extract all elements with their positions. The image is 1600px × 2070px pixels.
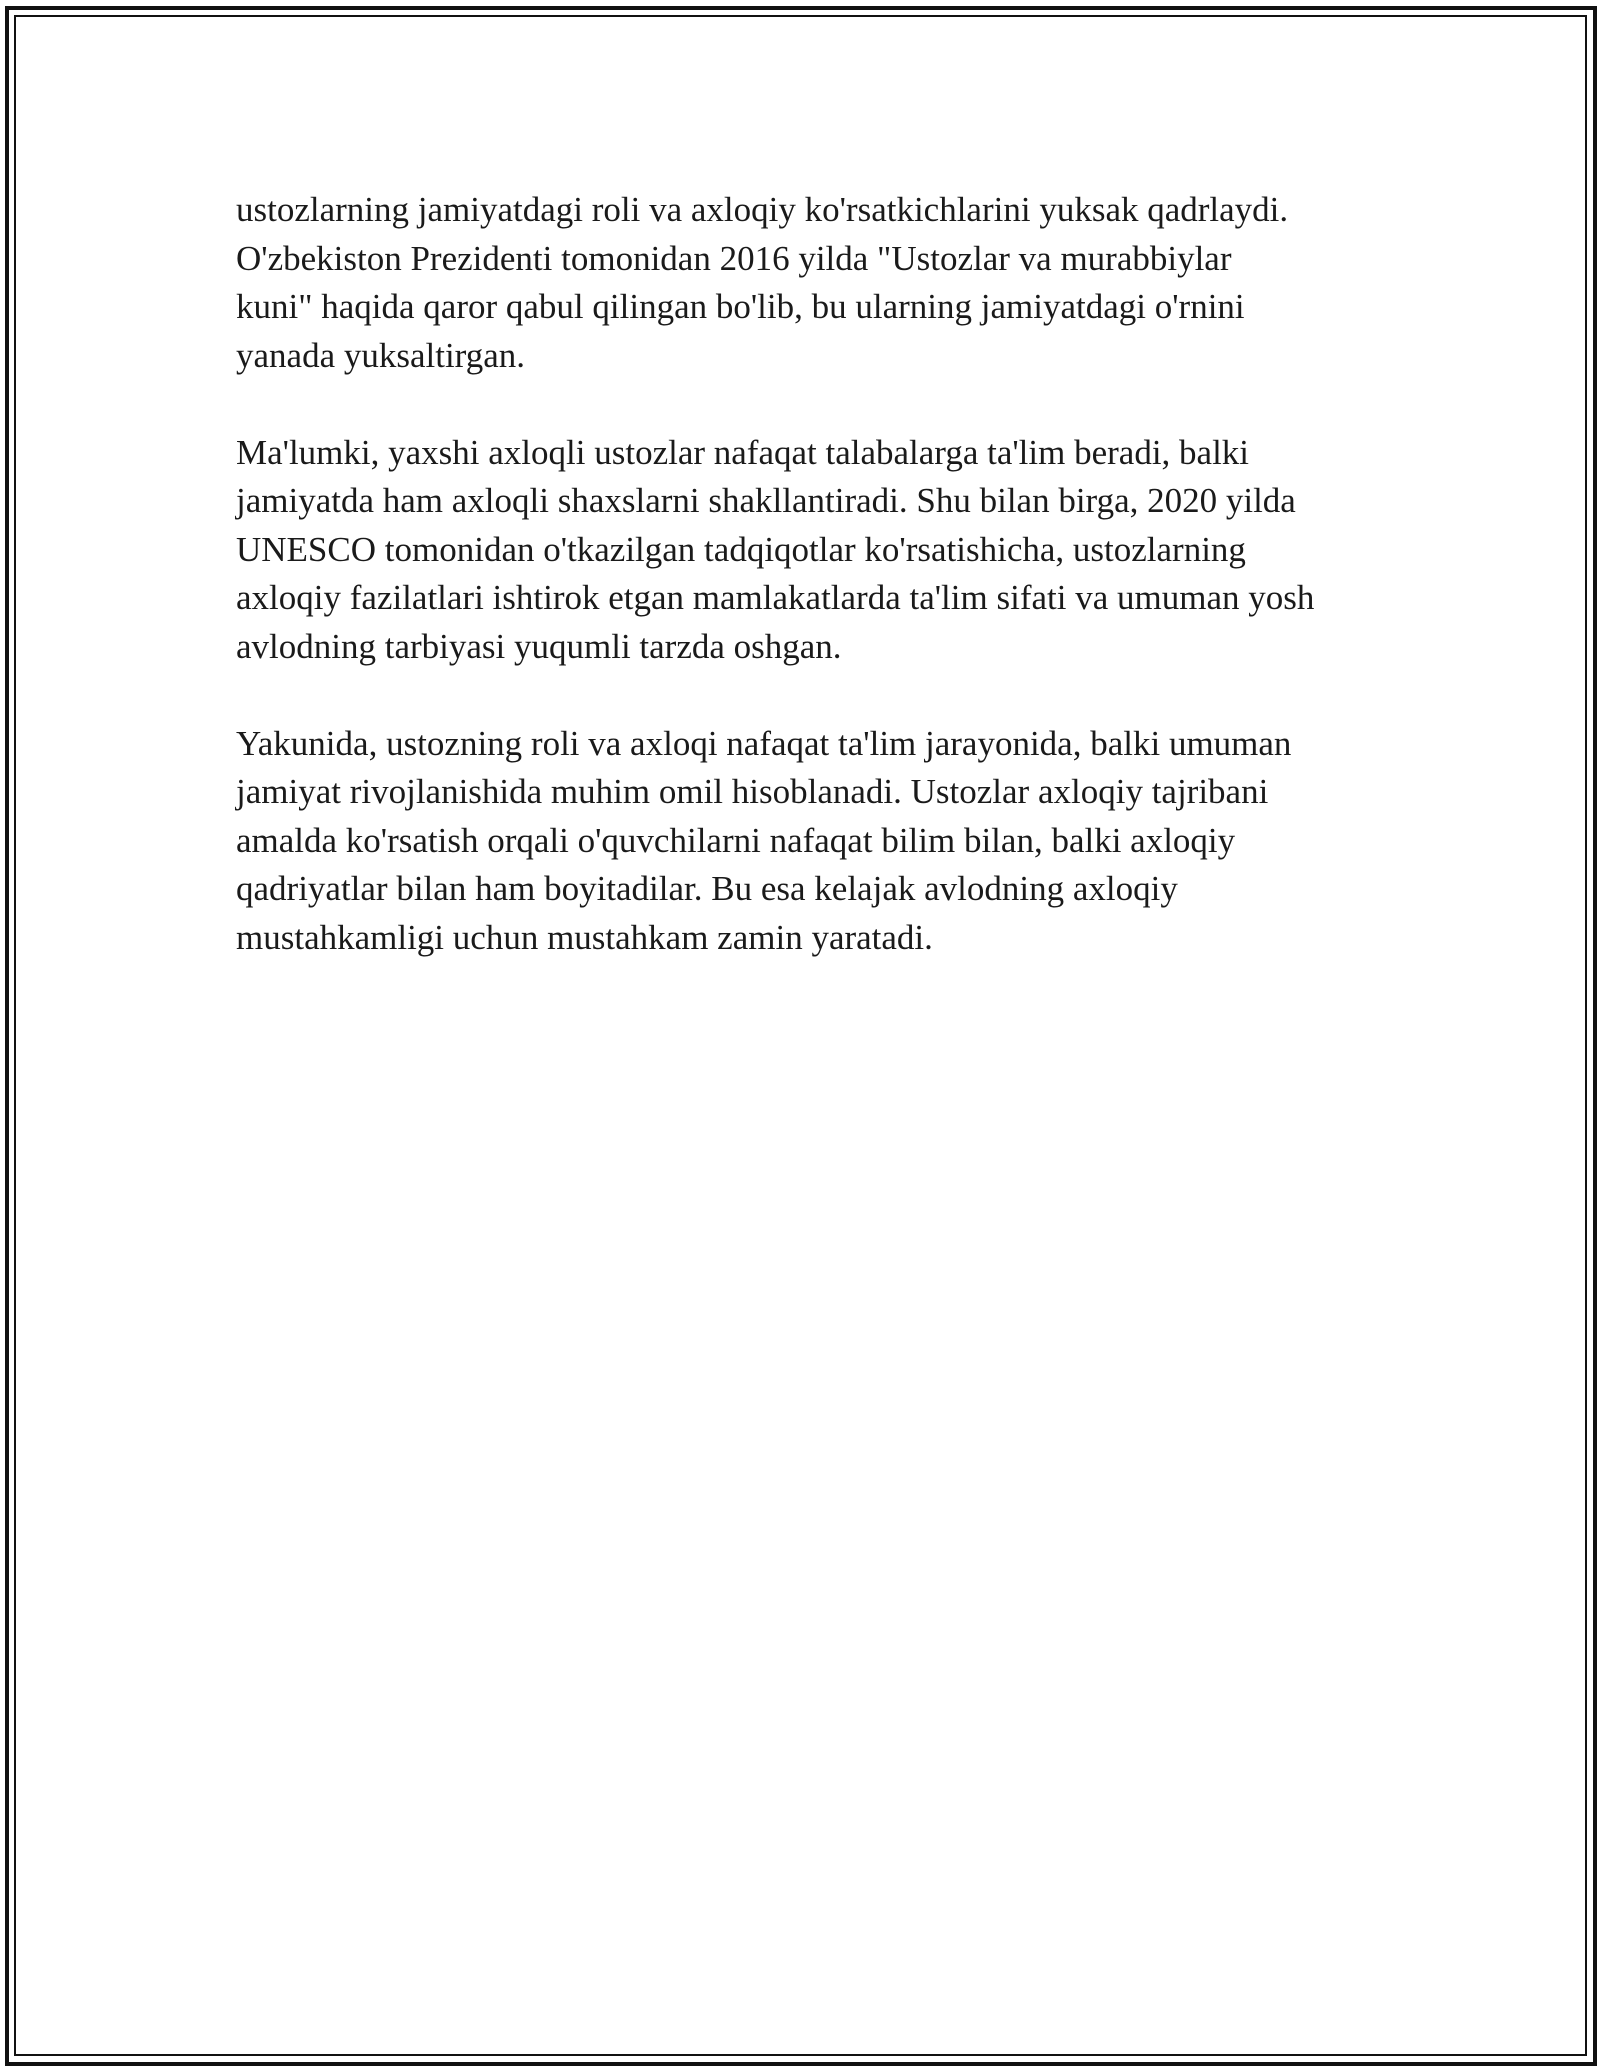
text-line: O'zbekiston Prezidenti tomonidan 2016 yilda "Ustozlar va murabbiylar <box>236 238 1232 278</box>
paragraph-1 <box>236 186 1386 380</box>
text-line: Ma'lumki, yaxshi axloqli ustozlar nafaqat talabalarga ta'lim beradi, balki <box>236 432 1250 472</box>
text-line: yanada yuksaltirgan. <box>236 335 525 375</box>
document-body <box>236 186 1386 1011</box>
text-line: avlodning tarbiyasi yuqumli tarzda oshgan. <box>236 626 842 666</box>
text-line: jamiyat rivojlanishida muhim omil hisoblanadi. Ustozlar axloqiy tajribani <box>236 772 1269 811</box>
text-line: Yakunida, ustozning roli va axloqi nafaqat ta'lim jarayonida, balki umuman <box>236 723 1292 763</box>
text-line: axloqiy fazilatlari ishtirok etgan mamlakatlarda ta'lim sifati va umuman yosh <box>236 578 1315 617</box>
text-line: amalda ko'rsatish orqali o'quvchilarni nafaqat bilim bilan, balki axloqiy <box>236 820 1236 860</box>
paragraph-2 <box>236 429 1386 672</box>
text-line: ustozlarning jamiyatdagi roli va axloqiy ko'rsatkichlarini yuksak qadrlaydi. <box>236 190 1289 229</box>
text-line: UNESCO tomonidan o'tkazilgan tadqiqotlar ko'rsatishicha, ustozlarning <box>236 529 1246 569</box>
text-line: mustahkamligi uchun mustahkam zamin yaratadi. <box>236 917 933 957</box>
text-line: qadriyatlar bilan ham boyitadilar. Bu esa kelajak avlodning axloqiy <box>236 869 1178 908</box>
text-line: kuni" haqida qaror qabul qilingan bo'lib, bu ularning jamiyatdagi o'rnini <box>236 287 1245 326</box>
text-line: jamiyatda ham axloqli shaxslarni shakllantiradi. Shu bilan birga, 2020 yilda <box>236 481 1296 520</box>
paragraph-3 <box>236 720 1386 963</box>
